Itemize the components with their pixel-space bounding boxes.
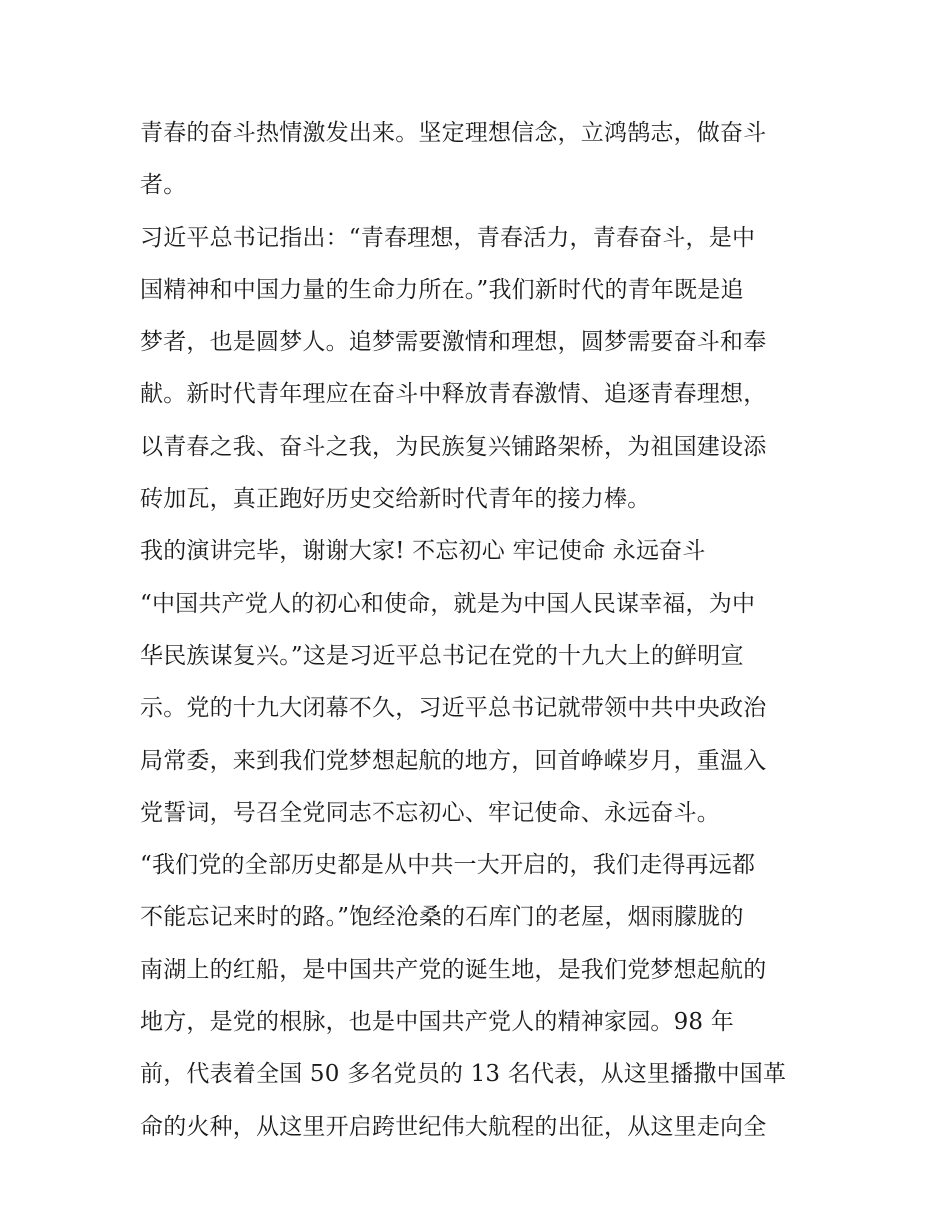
- text-line: 以青春之我、奋斗之我，为民族复兴铺路架桥，为祖国建设添: [140, 433, 767, 460]
- text-line: 局常委，来到我们党梦想起航的地方，回首峥嵘岁月，重温入: [140, 747, 767, 774]
- document-body: [140, 107, 820, 1153]
- text-line: 者。: [140, 172, 187, 199]
- text-line: 示。党的十九大闭幕不久，习近平总书记就带领中共中央政治: [140, 695, 767, 722]
- text-line: 前，代表着全国 50 多名党员的 13 名代表，从这里播撒中国革: [140, 1061, 787, 1088]
- text-line: 不能忘记来时的路。”饱经沧桑的石库门的老屋，烟雨朦胧的: [140, 904, 744, 931]
- text-line: “中国共产党人的初心和使命，就是为中国人民谋幸福，为中: [140, 590, 756, 617]
- text-line: 南湖上的红船，是中国共产党的诞生地，是我们党梦想起航的: [140, 956, 767, 983]
- text-line: 梦者，也是圆梦人。追梦需要激情和理想，圆梦需要奋斗和奉: [140, 329, 767, 356]
- text-line: 国精神和中国力量的生命力所在。”我们新时代的青年既是追: [140, 276, 744, 303]
- text-line: 砖加瓦，真正跑好历史交给新时代青年的接力棒。: [140, 486, 651, 513]
- text-line: 党誓词，号召全党同志不忘初心、牢记使命、永远奋斗。: [140, 799, 720, 826]
- text-line: 习近平总书记指出：“青春理想，青春活力，青春奋斗，是中: [140, 224, 756, 251]
- text-line: 献。新时代青年理应在奋斗中释放青春激情、追逐青春理想，: [140, 381, 767, 408]
- text-line: 我的演讲完毕，谢谢大家! 不忘初心 牢记使命 永远奋斗: [140, 538, 706, 565]
- text-line: 地方，是党的根脉，也是中国共产党人的精神家园。98 年: [140, 1009, 734, 1036]
- text-line: 命的火种，从这里开启跨世纪伟大航程的出征，从这里走向全: [140, 1113, 767, 1140]
- text-line: 青春的奋斗热情激发出来。坚定理想信念，立鸿鹄志，做奋斗: [140, 120, 767, 146]
- text-line: “我们党的全部历史都是从中共一大开启的，我们走得再远都: [140, 852, 756, 879]
- text-line: 华民族谋复兴。”这是习近平总书记在党的十九大上的鲜明宣: [140, 642, 744, 669]
